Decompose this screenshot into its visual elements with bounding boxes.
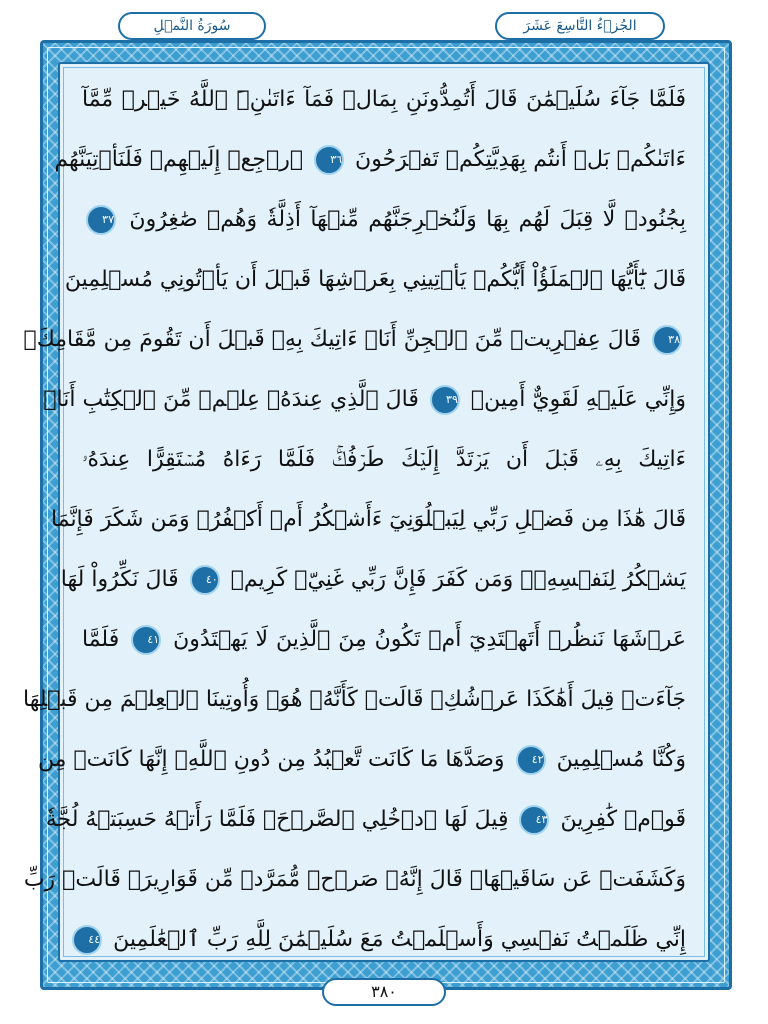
verse-line <box>43 370 686 430</box>
verse-text: فَلَمَّا <box>82 627 120 652</box>
verse-text: قَالَ ٱلَّذِي عِندَهُۥ عِلۡمٞ مِّنَ ٱلۡكِتَٰبِ أَنَا۠ <box>43 387 419 412</box>
verse-text: وَكَشَفَتۡ عَن سَاقَيۡهَاۚ قَالَ إِنَّهُۥ صَرۡحٞ مُّمَرَّدٞ مِّن قَوَارِيرَۗ قَالَتۡ رَبِّ <box>23 867 686 892</box>
surah-name-header: سُورَةُ النَّمۡلِ <box>118 12 266 40</box>
verse-text: بِجُنُودٖ لَّا قِبَلَ لَهُم بِهَا وَلَنُخۡرِجَنَّهُم مِّنۡهَآ أَذِلَّةٗ وَهُمۡ صَٰغِرُونَ <box>129 207 686 232</box>
verse-line <box>82 70 686 130</box>
verse-line <box>51 490 686 550</box>
ayah-number-marker: ٤٤ <box>72 925 102 955</box>
verse-text: وَكُنَّا مُسۡلِمِينَ <box>556 747 686 772</box>
verse-line <box>45 790 686 850</box>
verse-text: قَالَ هَٰذَا مِن فَضۡلِ رَبِّي لِيَبۡلُوَنِيٓ ءَأَشۡكُرُ أَمۡ أَكۡفُرُۖ وَمَن شَكَرَ فَإِنَّمَا <box>51 507 686 532</box>
verse-line <box>82 190 686 250</box>
verse-text: ءَاتَىٰكُمۚ بَلۡ أَنتُم بِهَدِيَّتِكُمۡ تَفۡرَحُونَ <box>355 147 686 172</box>
ayah-number-marker: ٤٠ <box>190 565 220 595</box>
verse-text: عَرۡشَهَا نَنظُرۡ أَتَهۡتَدِيٓ أَمۡ تَكُونُ مِنَ ٱلَّذِينَ لَا يَهۡتَدُونَ <box>173 627 686 652</box>
verse-line <box>64 250 686 310</box>
page-number: ٣٨٠ <box>322 978 446 1006</box>
verse-line <box>82 910 686 970</box>
verse-text: جَآءَتۡ قِيلَ أَهَٰكَذَا عَرۡشُكِۖ قَالَتۡ كَأَنَّهُۥ هُوَۚ وَأُوتِينَا ٱلۡعِلۡمَ مِن قَبۡلِهَا <box>23 687 686 712</box>
verse-text: إِنِّي ظَلَمۡتُ نَفۡسِي وَأَسۡلَمۡتُ مَعَ سُلَيۡمَٰنَ لِلَّهِ رَبِّ ٱلۡعَٰلَمِينَ <box>113 927 686 952</box>
verse-text: ٱرۡجِعۡ إِلَيۡهِمۡ فَلَنَأۡتِيَنَّهُم <box>54 147 304 172</box>
verse-line <box>82 610 686 670</box>
verse-text: ءَاتِيكَ بِهِۦ قَبۡلَ أَن يَرۡتَدَّ إِلَيۡكَ طَرۡفُكَۚ فَلَمَّا رَءَاهُ مُسۡتَقِرًّا عِندَهُۥ <box>82 447 686 472</box>
verse-text: قَالَ نَكِّرُواْ لَهَا <box>60 567 179 592</box>
verse-line <box>37 730 686 790</box>
ayah-number-marker: ٤٣ <box>519 805 549 835</box>
ayah-number-marker: ٣٧ <box>86 205 116 235</box>
verse-line <box>54 130 686 190</box>
text-panel <box>23 62 710 962</box>
verse-line <box>23 310 686 370</box>
ayah-number-marker: ٣٨ <box>652 325 682 355</box>
ayah-number-marker: ٤١ <box>131 625 161 655</box>
juz-name-header: الجُزۡءُ التَّاسِعَ عَشَرَ <box>495 12 665 40</box>
verse-text: وَإِنِّي عَلَيۡهِ لَقَوِيٌّ أَمِينٞ <box>470 387 686 412</box>
verse-text: يَشۡكُرُ لِنَفۡسِهِۦۖ وَمَن كَفَرَ فَإِنَّ رَبِّي غَنِيّٞ كَرِيمٞ <box>230 567 686 592</box>
ayah-number-marker: ٣٦ <box>314 145 344 175</box>
verse-text: فَلَمَّا جَآءَ سُلَيۡمَٰنَ قَالَ أَتُمِدُّونَنِ بِمَالٖ فَمَآ ءَاتَىٰنِۦَ ٱللَّهُ خَيۡرٞ مِّمَّآ <box>82 87 686 112</box>
ayah-number-marker: ٤٢ <box>516 745 546 775</box>
verse-text: قِيلَ لَهَا ٱدۡخُلِي ٱلصَّرۡحَۖ فَلَمَّا رَأَتۡهُ حَسِبَتۡهُ لُجَّةٗ <box>45 807 509 832</box>
verse-line <box>60 550 686 610</box>
verse-line <box>23 850 686 910</box>
verse-line <box>23 670 686 730</box>
verse-text: قَالَ عِفۡرِيتٞ مِّنَ ٱلۡجِنِّ أَنَا۠ ءَاتِيكَ بِهِۦ قَبۡلَ أَن تَقُومَ مِن مَّقَامِكَۖ <box>23 327 641 352</box>
ayah-number-marker: ٣٩ <box>430 385 460 415</box>
verse-text: قَوۡمٖ كَٰفِرِينَ <box>560 807 686 832</box>
verse-text: وَصَدَّهَا مَا كَانَت تَّعۡبُدُ مِن دُونِ ٱللَّهِۖ إِنَّهَا كَانَتۡ مِن <box>37 747 505 772</box>
verse-line <box>82 430 686 490</box>
verse-text: قَالَ يَٰٓأَيُّهَا ٱلۡمَلَؤُاْ أَيُّكُمۡ يَأۡتِينِي بِعَرۡشِهَا قَبۡلَ أَن يَأۡتُونِي مُسۡلِمِينَ <box>64 267 686 292</box>
